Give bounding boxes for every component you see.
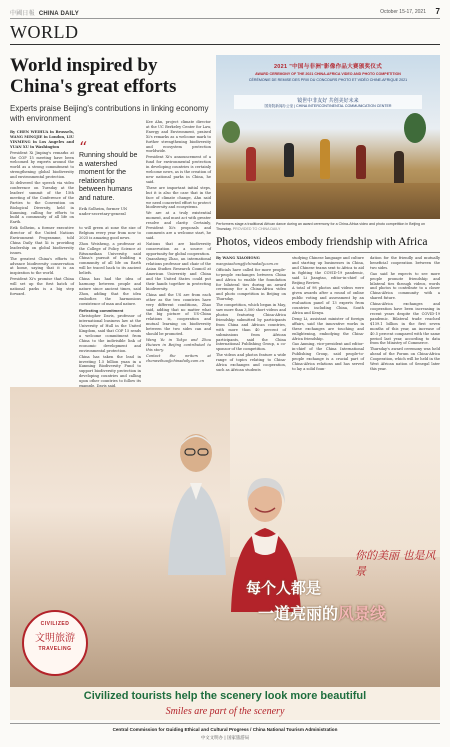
paragraph: China has had the idea of harmony between people and nature since ancient times, said Zhou, adding that the idea embodies the harmonious coexistence of man and nature. [79, 277, 141, 306]
ad-footer [10, 723, 440, 741]
paragraph: The greatest China's efforts to advance biodiversity conservation at home, saying that it is an inspiration to the world. [10, 256, 74, 276]
paragraph: dation for the friendly and mutually beneficial cooperation between the two sides. [370, 256, 440, 270]
story1-column-1 [10, 130, 74, 380]
story-divider [216, 252, 440, 253]
paragraph: These are important initial steps, but it is also the case that in the face of climate change, Ahn said we need concerted effort to protect biodiversity and ecosystems. [146, 185, 211, 210]
dancer-figure [394, 151, 404, 185]
paragraph: Erik Solheim, a former executive director of the United Nations Environment Programme, told China Daily that Xi is providing leadership on global biodiversity issues. [10, 226, 74, 255]
masthead [10, 4, 440, 19]
ad-slogan-line-2: 一道亮丽的风景线 [258, 604, 387, 623]
story2-email: wangxiaohong@chinadaily.com.cn [216, 261, 279, 266]
dancer-figure [284, 143, 294, 177]
story2-headline[interactable]: Photos, videos embody friendship with Africa [216, 236, 428, 248]
quote-mark-icon: “ [79, 138, 88, 157]
story1-column-2 [79, 226, 141, 384]
civilized-traveling-seal: CIVILIZED 文明旅游 TRAVELING [22, 610, 88, 676]
section-title: WORLD [10, 22, 79, 42]
paragraph: The videos and photos feature a wide range of topics relating to China-Africa exchanges and cooperation, such as African students [216, 353, 286, 372]
tree-graphic [404, 113, 426, 143]
dancer-figure [246, 147, 256, 181]
poster-title-en: AWARD CEREMONY OF THE 2021 CHINA-AFRICA VIDEO AND PHOTO COMPETITION [255, 72, 401, 76]
story1-deck: Experts praise Beijing's contributions in linking economy with environment [10, 104, 209, 123]
man-figure [160, 425, 230, 575]
paragraph: China-Africa exchanges and cooperation have been increasing in recent years despite the COVID-19 pandemic. Bilateral trade reached $139.1 billion in the first seven months of this year, an increase of 40.5 percent compared with the same period last year, according to data from the Ministry of Commerce. [370, 302, 440, 346]
issue-date: October 15-17, 2021 [380, 9, 426, 15]
paragraph: Gao Anming, vice-president and editor-in-chief of the China International Publishing Group, said people-to-people exchange is a crucial part of China-Africa relations and has served to lay a solid foun- [292, 342, 364, 371]
paragraph: Zhou Weisheng, a professor at the College of Policy Science at Ritsumeikan University, said China's pursuit of building a community of all life on Earth will be traced back to its ancient beliefs. [79, 241, 141, 276]
subheading: Reflecting commitment [79, 307, 124, 313]
paragraph: President Xi Jinping's remarks at the COP 15 meeting have been welcomed by experts around the world as a strong commitment to strengthening global biodiversity and environmental protection. [10, 150, 74, 180]
ad-subtitle: Smiles are part of the scenery [165, 706, 285, 717]
newspaper-logo: 中國日報 CHINA DAILY [10, 11, 79, 17]
story2-column-1 [216, 256, 286, 384]
story1-headline[interactable]: World inspired by China's great efforts [10, 55, 177, 97]
paragraph: to will green at zone the size of Belgium every year from now to 2025 is amazing good news. [79, 226, 141, 240]
dancer-figure [356, 145, 366, 179]
dancer-figure [320, 139, 330, 179]
award-ceremony-photo [216, 55, 440, 219]
paragraph: studying Chinese language and culture and starting up businesses in China, and Chinese teams sent to Africa to aid in fighting the COVID-19 pandemic, said Li Jiangtao, editor-in-chief of Beijing Review. [292, 256, 364, 285]
ad-slogan-cn: 你的美丽 也是风景 [355, 549, 436, 578]
pull-quote-attribution: Erik Solheim, former UN under-secretary-general [79, 206, 128, 216]
page-number: 7 [435, 7, 440, 16]
paragraph: President Xi's announcement of a fund for environmental protection in developing countries is certainly welcome news, as is the creation of new national parks in China, he said. [146, 155, 211, 184]
paragraph: China has taken the lead in investing 1.5 billion yuan in a Kunming Biodiversity Fund to support biodiversity protection in developing countries and calling upon other countries to follow its [79, 354, 141, 384]
story1-credit: Wang Yu in Tokyo and Zhou Huiwen in Beijing contributed to this story. [146, 337, 211, 352]
paragraph: Deng Li, assistant minister of foreign affairs, said the innovative works in these exchanges are touching and enlightening, embodying the China-Africa friendship. [292, 316, 364, 341]
ad-slogan-line-1: 每个人都是 [246, 579, 322, 597]
paragraph: Officials have called for more people-to-people exchanges between China and Africa to enable the foundation for bilateral ties during an award ceremony for a China-Africa video and photo competition in Beijing on Thursday. [216, 267, 286, 302]
story1-column-3 [146, 120, 211, 382]
tree-graphic [222, 121, 240, 143]
paragraph: Xi delivered the speech via video conference on Tuesday at the leaders' summit of the 15th meeting of the Conference of the Parties to the Convention on Biological Diversity, held in Kunming, calling for efforts to build a community of all life on Earth. [10, 181, 74, 225]
ad-title: Civilized tourists help the scenery look more beautiful [83, 690, 367, 702]
paragraph: Gao said he expects to see more people promote friendship and bilateral ties through videos, words and photos to contribute to a closer China-Africa community with a shared future. [370, 271, 440, 301]
pull-quote-text: Running should be a watershed moment for the relationship between humans and nature. [79, 152, 138, 202]
paragraph: We are at a truly existential moment, and must act with greater resolve and clarity. Certainly, President Xi's proposals and comments are a welcome start, he said. [146, 211, 211, 240]
story1-contact: Contact the writers at chenweihua@chinadaily.com.cn [146, 353, 211, 363]
paragraph: Christopher Davis, professor of international business law at the University of Hull in the United Kingdom, said that COP 15 sends a welcome commitment from China to the indivisible link of economic development and environmental protection. [79, 314, 141, 353]
paragraph: China and the US are from each other as the two countries have very different conditions, Zhao said, adding that no matter what the big picture of US-China relations is, cooperation and mutual learning on biodiversity between the two sides can and should be promoted. [146, 292, 211, 337]
story2-column-3 [370, 256, 440, 384]
tourism-ad-photo [10, 387, 440, 687]
paragraph: President Xi's promise that China will set up the first batch of national parks is a big step forward. [10, 277, 74, 296]
poster-title-cn: 2021 "中国与非洲"影像作品大赛颁奖仪式 [273, 64, 383, 70]
pull-quote [79, 138, 141, 216]
story2-byline: By WANG XIAOHONG [216, 256, 260, 260]
ad-sponsor-cn: 中文文明办 | 国家旅游局 [200, 736, 250, 741]
poster-slogan: 镜世中非友好 共创美好未来 [297, 98, 359, 104]
paragraph: A total of 98 photos and videos were given awards after a round of online public voting and assessment by an evaluation panel of 13 experts from countries including China, South Africa and Kenya. [292, 286, 364, 315]
poster-organizers: 国务院新闻办公室 | CHINA INTERCONTINENTAL COMMUNICATION CENTER [264, 104, 392, 108]
poster-title-fr: CÉRÉMONIE DE REMISE DES PRIX DU CONCOURS PHOTO ET VIDÉO CHINE-AFRIQUE 2021 [248, 78, 408, 82]
paragraph: Quansheng Zhao, an international relations professor and chair of the Asian Studies Research Council at American University and China and the United States could put their hands together in protecting biodiversity. [146, 257, 211, 291]
stage-floor [216, 183, 440, 219]
photo-credit: PROVIDED TO CHINA DAILY [232, 226, 281, 231]
paragraph: Thursday's award ceremony was held ahead of the Forum on China-Africa Cooperation, which will be held in the West African nation of Senegal later this year. [370, 347, 440, 371]
story1-byline: By CHEN WEIHUA in Brussels, WANG MINGJIE in London, LIU YINMENG in Los Angeles and YUAN XU in Washington [10, 130, 74, 149]
photo-caption: Performers stage a traditional African dance during an award ceremony for a China-Africa video and photo competition in Beijing on Thursday. PROVIDED TO CHINA DAILY [216, 222, 425, 231]
paragraph: Nations that are biodiversity conservation as a source of opportunity for global cooperation. [146, 241, 211, 256]
paragraph: Kee Ahn, project climate director at the UC Berkeley Center for Law, Energy and Environment, praised Xi's remarks as a welcome mark to further strengthening biodiversity and ecosystem protection worldwide. [146, 120, 211, 154]
paragraph: The competition, which began in May, saw more than 3,500 short videos and photos featuring China-Africa friendship submitted by participants from China and African countries, with more than 40 percent of submissions from African participants, said the China International Publishing Group, a co-sponsor of the competition. [216, 303, 286, 352]
ad-sponsor-en: Central Commission for Guiding Ethical and Cultural Progress / China National Tourism Administration [112, 727, 338, 732]
section-divider [10, 44, 440, 45]
story2-column-2 [292, 256, 364, 384]
